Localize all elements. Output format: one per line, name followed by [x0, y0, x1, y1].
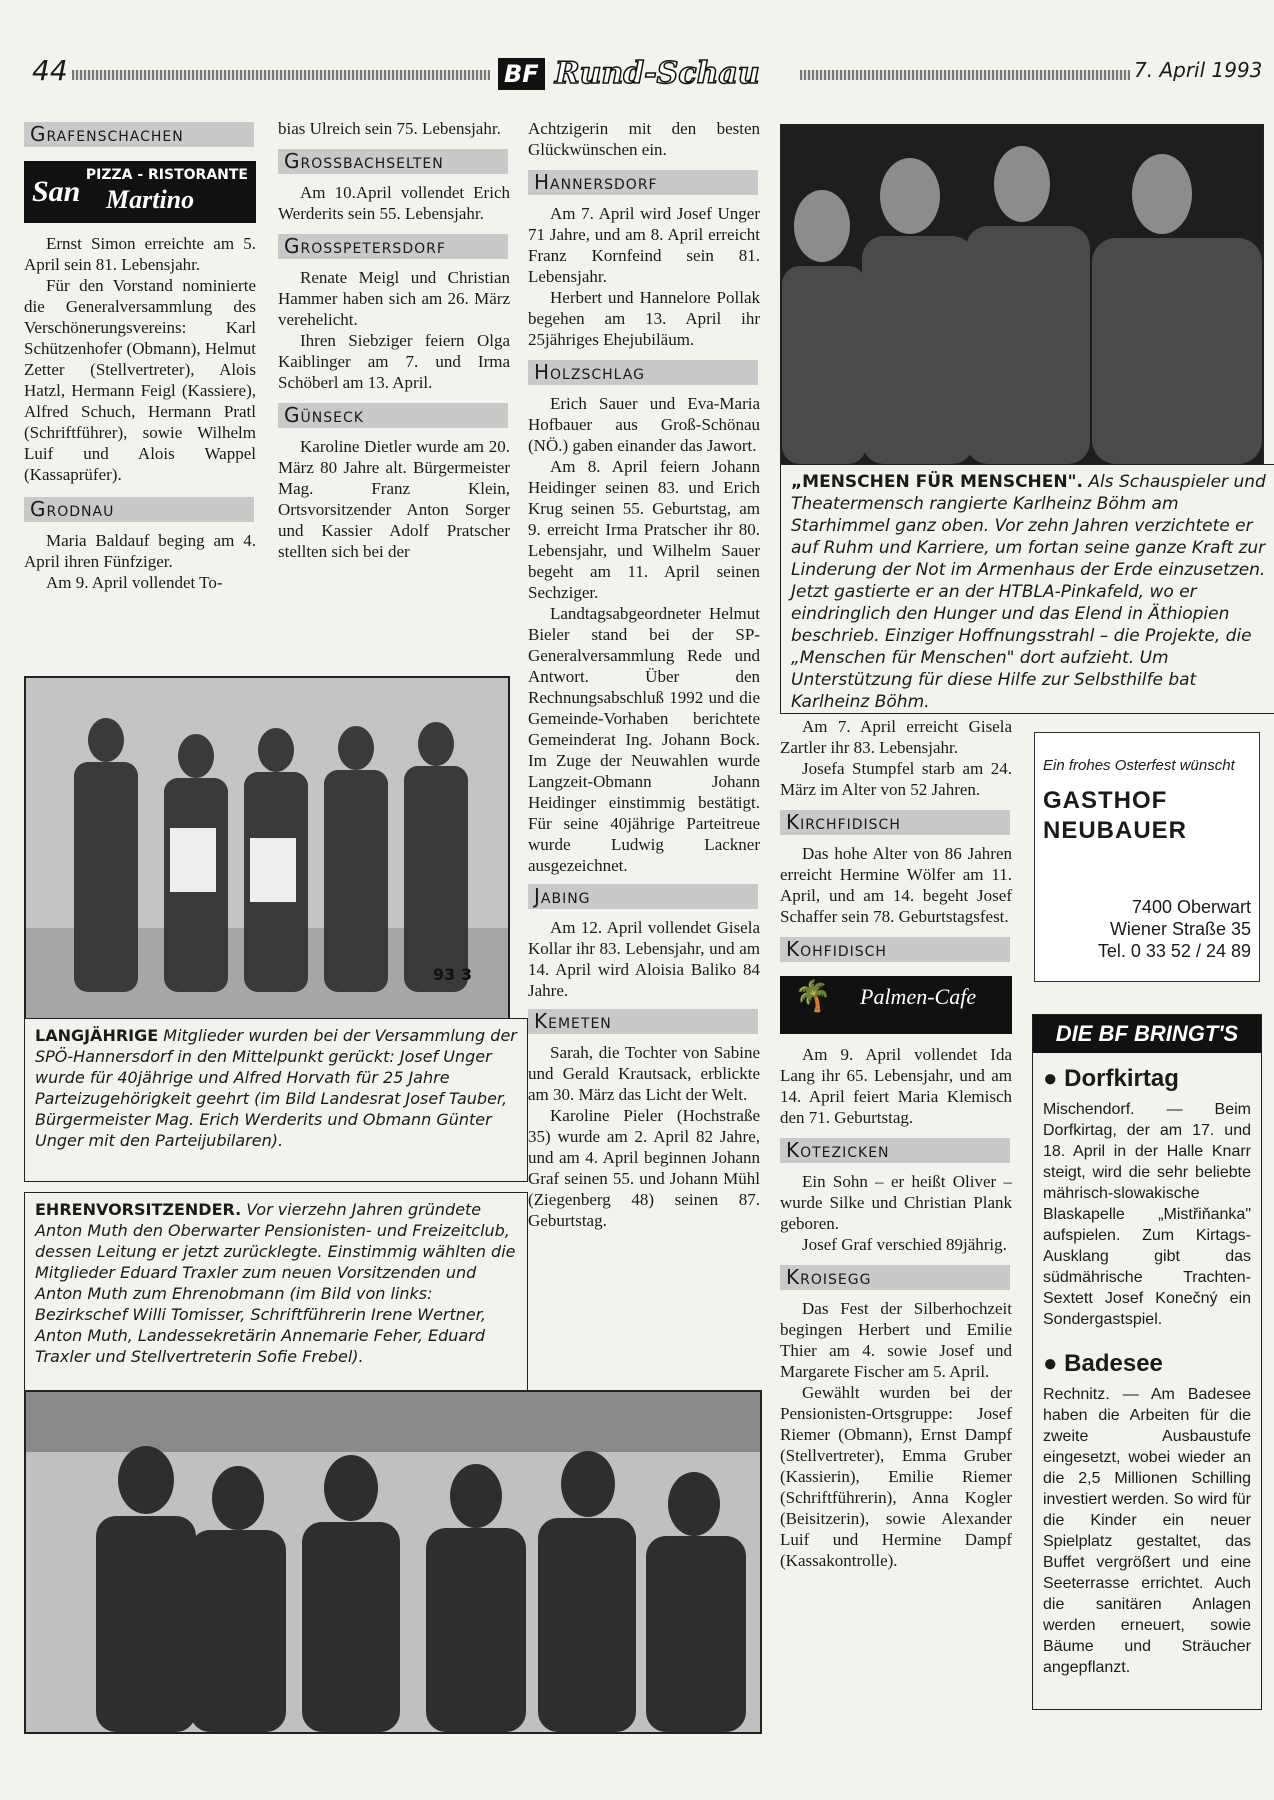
- header-rule-left: [72, 70, 490, 80]
- photo-group-illustration: [26, 1392, 760, 1732]
- caption-text: Mitglieder wurden bei der Versammlung der SPÖ-Hannersdorf in den Mittelpunkt gerückt: Josef Unger wurde für 40jährige und Alfred Horvath für 25 Jahre Parteizugehörigkeit geehrt (im Bild Landesrat Josef Tauber, Bürgermeister Mag. Erich Werderits und Obmann Günter Unger mit den Parteijubilaren).: [35, 1026, 517, 1150]
- bf-box-content: [1033, 1053, 1261, 1684]
- photo-boehm-illustration: [782, 126, 1262, 464]
- column-1: [24, 118, 256, 593]
- paragraph: Ein Sohn – er heißt Oliver – wurde Silke und Christian Plank geboren.: [780, 1172, 1012, 1233]
- ad-san-martino-name1: San: [32, 175, 81, 208]
- paragraph: Karoline Pieler (Hochstraße 35) wurde am 2. April 82 Jahre, und am 4. April beginnen Johann Graf seinen 55. und Johann Mühl (Ziegenberg 48) seinen 87. Geburtstag.: [528, 1106, 760, 1230]
- issue-date: 7. April 1993: [1134, 58, 1263, 82]
- caption-lead: EHRENVORSITZENDER.: [35, 1200, 242, 1219]
- photo-menschen-fuer-menschen: [780, 124, 1264, 466]
- bf-item1-head: Dorfkirtag: [1064, 1065, 1179, 1092]
- ad-palmen-cafe: [780, 976, 1012, 1034]
- paragraph: Josefa Stumpfel starb am 24. März im Alter von 52 Jahren.: [780, 759, 1012, 799]
- bf-item-head: [1043, 1065, 1251, 1093]
- paragraph: Für den Vorstand nominierte die Generalversammlung des Verschönerungsvereins: Karl Schützenhofer (Obmann), Helmut Zetter (Stellvertreter), Alois Hatzl, Hermann Feigl (Kassiere), Alfred Schuch, Hermann Pratl (Schriftführer), sowie Wilhelm Luif und Alois Wappel (Kassaprüfer).: [24, 276, 256, 484]
- paragraph: Renate Meigl und Christian Hammer haben sich am 26. März verehelicht.: [278, 268, 510, 329]
- paragraph: Am 12. April vollendet Gisela Kollar ihr 83. Lebensjahr, und am 14. April wird Aloisia Baliko 84 Jahre.: [528, 918, 760, 1000]
- paragraph: Erich Sauer und Eva-Maria Hofbauer aus Groß-Schönau (NÖ.) gaben einander das Jawort.: [528, 394, 760, 455]
- section-head-grossbachselten: Grossbachselten: [278, 149, 508, 174]
- ad-san-martino: [24, 161, 256, 223]
- caption-text: Als Schauspieler und Theatermensch rangierte Karlheinz Böhm am Starhimmel ganz oben. Vor zehn Jahren verzichtete er auf Ruhm und Karriere, um fortan seine ganze Kraft zur Linderung der Not im Armenhaus der Erde einzusetzen. Jetzt gastierte er an der HTBLA-Pinkafeld, wo er eindringlich den Hunger und das Elend in Äthiopien beschrieb. Einziger Hoffnungsstrahl – die Projekte, die „Menschen für Menschen" dort aufzieht. Um Unterstützung für diese Hilfe zur Selbsthilfe bat Karlheinz Böhm.: [791, 472, 1266, 712]
- palm-tree-icon: 🌴: [794, 980, 832, 1013]
- paragraph: Das Fest der Silberhochzeit begingen Herbert und Emilie Thier am 4. sowie Josef und Margarete Fischer am 5. April.: [780, 1299, 1012, 1381]
- page-number: 44: [32, 54, 68, 87]
- photo-date-stamp: 93 3: [433, 965, 472, 984]
- caption-langjaehrige: [24, 1018, 528, 1182]
- section-head-kirchfidisch: Kirchfidisch: [780, 810, 1010, 835]
- ad-name-line2: NEUBAUER: [1043, 817, 1188, 844]
- paragraph: Sarah, die Tochter von Sabine und Gerald Krautsack, erblickte am 30. März das Licht der Welt.: [528, 1043, 760, 1104]
- caption-lead: LANGJÄHRIGE: [35, 1026, 159, 1045]
- bf-item-head: [1043, 1350, 1251, 1378]
- paragraph: Am 8. April feiern Johann Heidinger seinen 83. und Erich Krug seinen 55. Geburtstag, am 9. erreicht Irma Pratscher ihr 80. Lebensjahr, und Wilhelm Sauer begeht am 11. April seinen Sechziger.: [528, 457, 760, 602]
- caption-ehrenvorsitzender: [24, 1192, 528, 1394]
- photo-langjaehrige: [24, 676, 510, 1020]
- caption-lead: „MENSCHEN FÜR MENSCHEN".: [791, 472, 1083, 492]
- ad-palmen-cafe-name: Palmen-Cafe: [860, 984, 977, 1009]
- section-head-guenseck: Günseck: [278, 403, 508, 428]
- paragraph: Am 7. April wird Josef Unger 71 Jahre, und am 8. April erreicht Franz Kornfeind sein 81. Lebensjahr.: [528, 204, 760, 286]
- paragraph: Herbert und Hannelore Pollak begehen am 13. April ihr 25jähriges Ehejubiläum.: [528, 288, 760, 349]
- paragraph: Achtzigerin mit den besten Glückwünschen ein.: [528, 119, 760, 159]
- bf-bringts-box: [1032, 1014, 1262, 1710]
- ad-name-line1: GASTHOF: [1043, 787, 1168, 814]
- section-head-kroisegg: Kroisegg: [780, 1265, 1010, 1290]
- section-head-grodnau: Grodnau: [24, 497, 254, 522]
- section-head-jabing: Jabing: [528, 884, 758, 909]
- paragraph: Das hohe Alter von 86 Jahren erreicht Hermine Wölfer am 11. April, und am 14. begeht Josef Schaffer sein 78. Geburtstagsfest.: [780, 844, 1012, 926]
- ad-gasthof-neubauer: [1034, 732, 1260, 982]
- ad-greeting: Ein frohes Osterfest wünscht: [1043, 757, 1235, 774]
- section-head-holzschlag: Holzschlag: [528, 360, 758, 385]
- ad-phone: Tel. 0 33 52 / 24 89: [1097, 941, 1251, 961]
- section-head-kohfidisch: Kohfidisch: [780, 937, 1010, 962]
- bf-item2-text: Rechnitz. — Am Badesee haben die Arbeiten für die zweite Ausbaustufe eingesetzt, wobei wieder an die 2,5 Millionen Schilling investiert werden. So wird für die Kinder ein neuer Spielplatz gestaltet, das Buffet vergrößert und eine Seeterrasse errichtet. Auch die sanitären Anlagen werden erneuert, sowie Bäume und Sträucher angepflanzt.: [1043, 1386, 1251, 1676]
- section-head-grafenschachen: Grafenschachen: [24, 122, 254, 147]
- paragraph: Josef Graf verschied 89jährig.: [802, 1235, 1007, 1254]
- masthead-logo: [498, 56, 796, 96]
- bullet-icon: ●: [1043, 1350, 1058, 1377]
- paragraph: Ihren Siebziger feiern Olga Kaiblinger am 7. und Irma Schöberl am 13. April.: [278, 331, 510, 392]
- paragraph: Landtagsabgeordneter Helmut Bieler stand bei der SP-Generalversammlung Rede und Antwort. Über den Rechnungsabschluß 1992 und die Gemeinde-Vorhaben berichtete Gemeinderat Ing. Johann Bock. Im Zuge der Neuwahlen wurde Langzeit-Obmann Johann Heidinger einstimmig bestätigt. Für seine 40jährige Parteitreue wurde Ludwig Lackner ausgezeichnet.: [528, 604, 760, 875]
- column-2: [278, 118, 510, 562]
- ad-san-martino-top: PIZZA - RISTORANTE: [85, 167, 248, 183]
- paragraph: Maria Baldauf beging am 4. April ihren Fünfziger.: [24, 531, 256, 571]
- paragraph: Ernst Simon erreichte am 5. April sein 81. Lebensjahr.: [24, 234, 256, 274]
- ad-san-martino-name2: Martino: [106, 185, 195, 214]
- paragraph: Karoline Dietler wurde am 20. März 80 Jahre alt. Bürgermeister Mag. Franz Klein, Ortsvorsitzender Anton Sorger und Kassier Adolf Pratscher stellten sich bei der: [278, 437, 510, 561]
- ad-address-line1: 7400 Oberwart: [1131, 897, 1251, 917]
- logo-bf: BF: [498, 58, 545, 90]
- paragraph: Am 9. April vollendet Ida Lang ihr 65. Lebensjahr, und am 14. April feiert Maria Klemisch den 71. Geburtstag.: [780, 1045, 1012, 1127]
- logo-title: Rund-Schau: [554, 56, 760, 91]
- ad-address-line2: Wiener Straße 35: [1109, 919, 1251, 939]
- bf-box-title: DIE BF BRINGT'S: [1033, 1015, 1261, 1053]
- photo-ehrenvorsitzender: [24, 1390, 762, 1734]
- paragraph: Am 10.April vollendet Erich Werderits sein 55. Lebensjahr.: [278, 183, 510, 223]
- section-head-kotezicken: Kotezicken: [780, 1138, 1010, 1163]
- paragraph: Am 7. April erreicht Gisela Zartler ihr 83. Lebensjahr.: [780, 717, 1012, 757]
- paragraph: Am 9. April vollendet To-: [46, 573, 223, 592]
- section-head-kemeten: Kemeten: [528, 1009, 758, 1034]
- section-head-grosspetersdorf: Grosspetersdorf: [278, 234, 508, 259]
- section-head-hannersdorf: Hannersdorf: [528, 170, 758, 195]
- column-3: [528, 118, 760, 1231]
- bf-item2-head: Badesee: [1064, 1350, 1163, 1377]
- caption-text: Vor vierzehn Jahren gründete Anton Muth den Oberwarter Pensionisten- und Freizeitclub, dessen Leitung er jetzt zurücklegte. Einstimmig wählten die Mitglieder Eduard Traxler zum neuen Vorsitzenden und Anton Muth zum Ehrenobmann (im Bild von links: Bezirkschef Willi Tomisser, Schriftführerin Irene Wertner, Anton Muth, Landessekretärin Annemarie Feher, Eduard Traxler und Stellvertreterin Sofie Frebel).: [35, 1200, 516, 1366]
- paragraph: Gewählt wurden bei der Pensionisten-Ortsgruppe: Josef Riemer (Obmann), Ernst Dampf (Stellvertreter), Emma Gruber (Kassierin), Emilie Riemer (Schriftführerin), Anna Kogler (Beisitzerin), sowie Alexander Luif und Hermine Dampf (Kassakontrolle).: [780, 1383, 1012, 1570]
- column-4: [780, 716, 1012, 1571]
- caption-menschen-fuer-menschen: [780, 464, 1274, 714]
- header-rule-right: [800, 70, 1130, 80]
- bullet-icon: ●: [1043, 1065, 1058, 1092]
- bf-item1-text: Mischendorf. — Beim Dorfkirtag, der am 17. und 18. April in der Halle Knarr steigt, wird die sehr beliebte mährisch-slowakische Blaskapelle „Mistřiňanka" aufspielen. Zum Kirtags-Ausklang gibt das südmährische Trachten-Sextett Josef Konečný ein Sondergastspiel.: [1043, 1101, 1251, 1328]
- paragraph: bias Ulreich sein 75. Lebensjahr.: [278, 119, 501, 138]
